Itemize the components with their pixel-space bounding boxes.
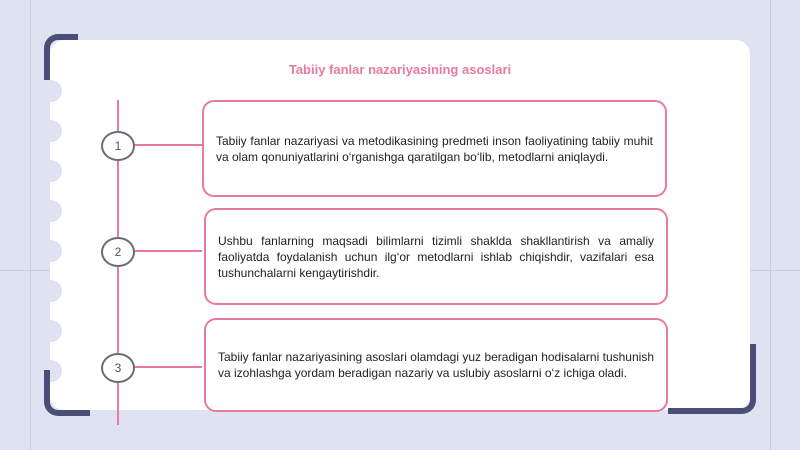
frame-corner-bottom-right [668,344,756,414]
binder-notch [50,240,62,262]
step-number-badge: 3 [101,353,135,383]
background-grid-line [770,0,771,450]
step-number-badge: 2 [101,237,135,267]
step-number-badge: 1 [101,131,135,161]
binder-notch [50,280,62,302]
slide-title: Tabiiy fanlar nazariyasining asoslari [288,62,512,77]
step-text-box [204,318,668,412]
background-grid-line [30,0,31,450]
step-text-box [202,100,667,197]
step-connector [134,144,202,146]
binder-notch [50,120,62,142]
step-text: Tabiiy fanlar nazariyasi va metodikasining predmeti inson faoliyatining tabiiy muhit va olam qonuniyatlarini o‘rganishga qaratilgan bo‘lib, metodlarni aniqlaydi. [216,133,653,164]
step-connector [134,250,202,252]
step-text: Ushbu fanlarning maqsadi bilimlarni tizimli shaklda shakllantirish va amaliy faoliyatda foydalanish uchun ilg‘or metodlarni ishlab chiqishdir, vazifalari esa tushunchalarni kengaytirishdir. [218,233,654,280]
step-text: Tabiiy fanlar nazariyasining asoslari olamdagi yuz beradigan hodisalarni tushunish va izohlashga yordam beradigan nazariy va uslubiy asoslarni o‘z ichiga oladi. [218,350,654,380]
frame-corner-bottom-left [44,370,90,416]
binder-notch [50,80,62,102]
binder-notch [50,200,62,222]
step-connector [134,366,202,368]
step-text-box [204,208,668,305]
binder-notch [50,320,62,342]
binder-notch [50,160,62,182]
